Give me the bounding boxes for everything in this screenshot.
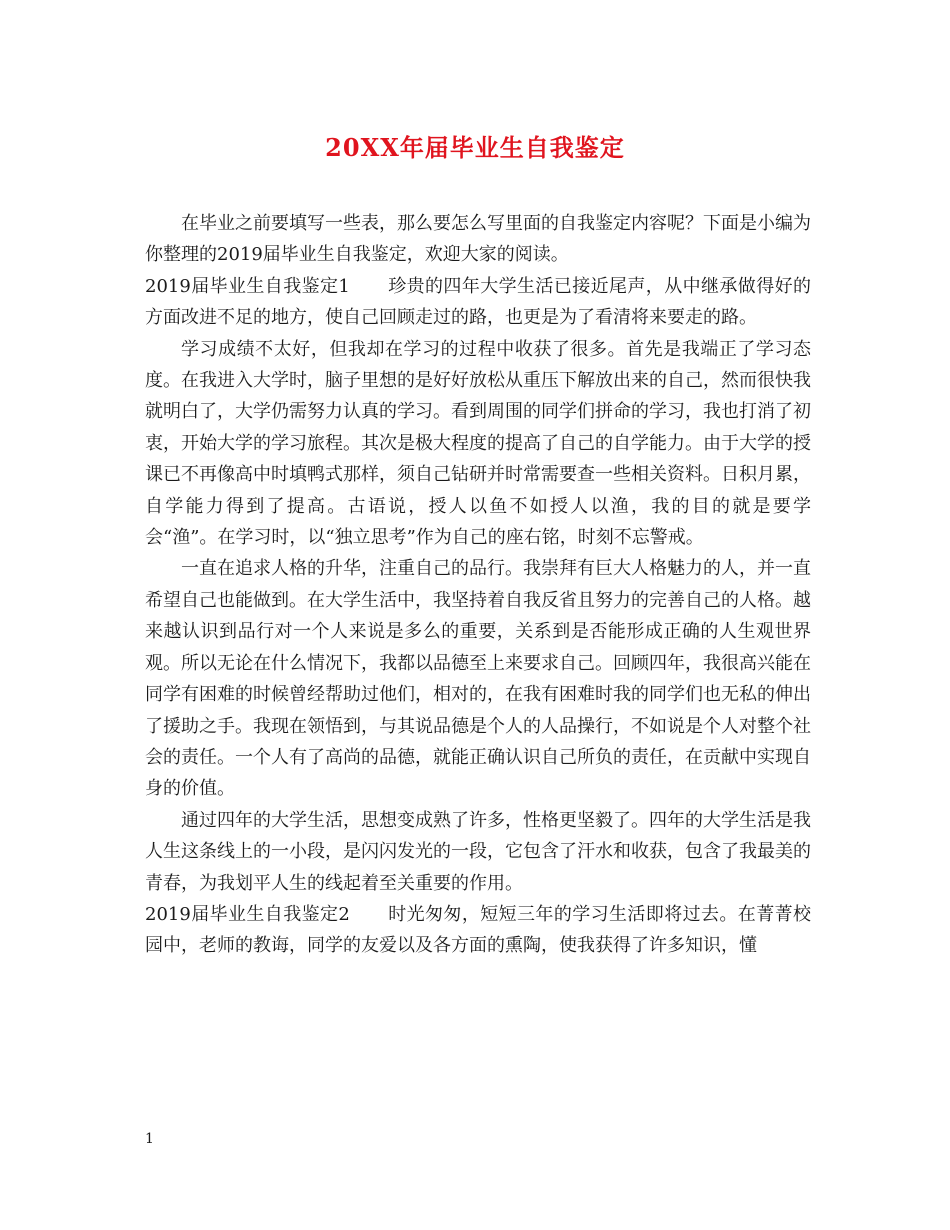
page-number: 1 bbox=[145, 1131, 154, 1147]
paragraph-section-2 bbox=[145, 899, 811, 962]
section-2-text: 时光匆匆，短短三年的学习生活即将过去。在菁菁校园中，老师的教诲，同学的友爱以及各方面的熏陶，使我获得了许多知识，懂 bbox=[145, 903, 811, 957]
paragraph-intro: 在毕业之前要填写一些表，那么要怎么写里面的自我鉴定内容呢？下面是小编为你整理的2019届毕业生自我鉴定，欢迎大家的阅读。 bbox=[145, 213, 811, 266]
document-title: 20XX年届毕业生自我鉴定 bbox=[325, 133, 625, 162]
section-1-text: 珍贵的四年大学生活已接近尾声，从中继承做得好的方面改进不足的地方，使自己回顾走过的路，也更是为了看清将来要走的路。 bbox=[145, 275, 811, 329]
section-heading-2: 2019届毕业生自我鉴定2 bbox=[145, 903, 350, 925]
paragraph-summary: 通过四年的大学生活，思想变成熟了许多，性格更坚毅了。四年的大学生活是我人生这条线上的一小段，是闪闪发光的一段，它包含了汗水和收获，包含了我最美的青春，为我划平人生的线起着至关重要的作用。 bbox=[145, 809, 811, 894]
paragraph-section-1 bbox=[145, 271, 811, 334]
paragraph-character: 一直在追求人格的升华，注重自己的品行。我崇拜有巨大人格魅力的人，并一直希望自己也能做到。在大学生活中，我坚持着自我反省且努力的完善自己的人格。越来越认识到品行对一个人来说是多么的重要，关系到是否能形成正确的人生观世界观。所以无论在什么情况下，我都以品德至上来要求自己。回顾四年，我很高兴能在同学有困难的时候曾经帮助过他们，相对的，在我有困难时我的同学们也无私的伸出了援助之手。我现在领悟到，与其说品德是个人的人品操行，不如说是个人对整个社会的责任。一个人有了高尚的品德，就能正确认识自己所负的责任，在贡献中实现自身的价值。 bbox=[145, 558, 811, 800]
section-heading-1: 2019届毕业生自我鉴定1 bbox=[145, 275, 350, 297]
paragraph-study: 学习成绩不太好，但我却在学习的过程中收获了很多。首先是我端正了学习态度。在我进入大学时，脑子里想的是好好放松从重压下解放出来的自己，然而很快我就明白了，大学仍需努力认真的学习。看到周围的同学们拼命的学习，我也打消了初衷，开始大学的学习旅程。其次是极大程度的提高了自己的自学能力。由于大学的授课已不再像高中时填鸭式那样，须自己钻研并时常需要查一些相关资料。日积月累，自学能力得到了提高。古语说，授人以鱼不如授人以渔，我的目的就是要学会“渔”。在学习时，以“独立思考”作为自己的座右铭，时刻不忘警戒。 bbox=[145, 338, 811, 549]
document-body bbox=[145, 208, 811, 962]
